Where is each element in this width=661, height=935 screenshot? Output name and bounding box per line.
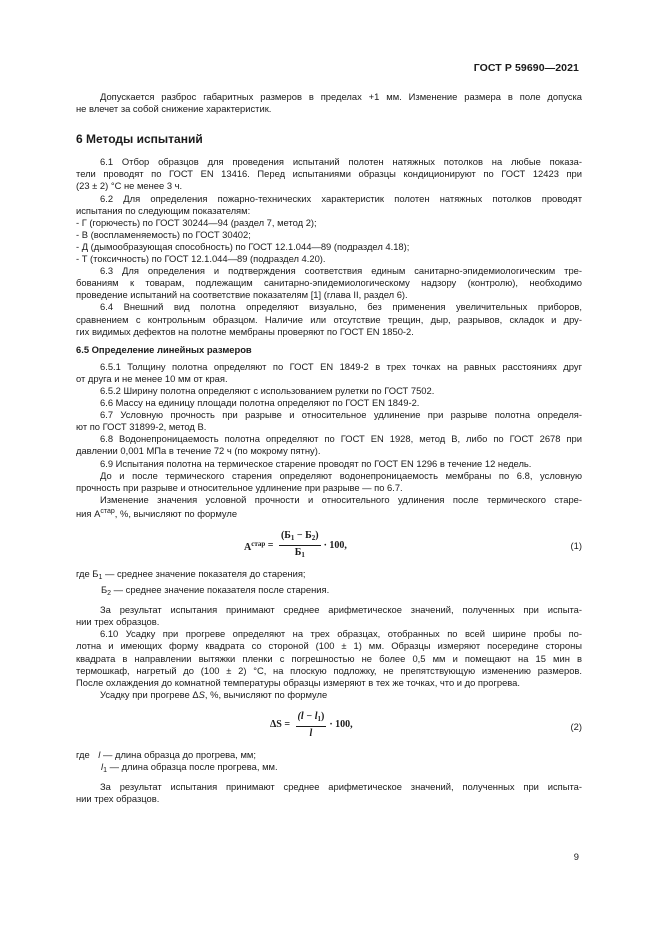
equals-sign: =	[281, 719, 293, 731]
section-6-5-title: 6.5 Определение линейных размеров	[76, 343, 252, 355]
text-line: проведение испытаний на соответствие показателям [1] (глава II, раздел 6).	[76, 289, 408, 301]
text-fragment: где	[76, 748, 93, 760]
intro-paragraph	[76, 91, 582, 115]
formula-1-number: (1)	[570, 540, 582, 551]
text-line: термошкаф, нагретый до (100 ± 2) °С, на плоскую подложку, не препятствующую изменению размеров.	[76, 664, 582, 676]
paragraph-6-9: 6.9 Испытания полотна на термическое старение проводят по ГОСТ EN 1296 в течение 12 недель.	[100, 457, 532, 469]
text-line: бованиям к товарам, подлежащим санитарно-эпидемиологическому надзору (контролю), необходимо	[76, 277, 582, 289]
symbol: l	[309, 728, 313, 740]
legend-line	[76, 749, 582, 761]
page-number: 9	[573, 851, 579, 862]
subscript: 1	[98, 574, 103, 581]
text-fragment: , %, вычисляют по формуле	[114, 507, 238, 519]
paragraph-6-10	[76, 628, 582, 701]
paragraph-6-5-1	[76, 361, 582, 385]
formula-tail: · 100,	[323, 539, 347, 551]
subscript: 1	[290, 534, 295, 542]
legend-line	[76, 761, 582, 777]
denominator	[310, 727, 313, 740]
symbol: (l − l	[297, 710, 318, 722]
text-fragment: — длина образца после прогрева, мм.	[107, 761, 278, 773]
text-line: лотна и имеющих форму квадрата со стороной (100 ± 1) мм. Образцы измеряют посередине стороны	[76, 640, 582, 652]
list-item: - Д (дымообразующая способность) по ГОСТ 12.1.044—89 (подраздел 4.18);	[76, 240, 410, 252]
text-line: 6.4 Внешний вид полотна определяют визуально, без применения увеличительных приборов,	[100, 301, 582, 313]
subscript: 1	[317, 714, 321, 723]
subscript: 1	[103, 767, 107, 775]
legend-line	[76, 568, 582, 584]
superscript: стар	[100, 507, 115, 515]
text-line: нии трех образцов.	[76, 616, 160, 628]
text-line: испытания по следующим показателям:	[76, 204, 251, 216]
page-content	[76, 91, 582, 805]
paragraph-6-2	[76, 193, 582, 266]
text-line: гих видимых дефектов на полотне мембраны проверяют по ГОСТ EN 1850-2.	[76, 325, 414, 337]
text-line: После охлаждения до комнатной температуры образцы измеряют в тех же точках, что и до прогрева.	[76, 676, 520, 688]
text-line: 6.10 Усадку при прогреве определяют на трех образцах, отобранных по всей ширине пробы по-	[100, 628, 582, 640]
symbol: − Б	[294, 530, 312, 541]
paragraph-6-6: 6.6 Массу на единицу площади полотна определяют по ГОСТ EN 1849-2.	[100, 397, 420, 409]
standard-header: ГОСТ Р 59690—2021	[473, 62, 579, 74]
formula-1-row	[76, 526, 582, 564]
formula-1	[244, 530, 347, 561]
fraction	[279, 530, 321, 561]
paragraph-6-9-formula-intro	[76, 494, 582, 520]
paragraph-6-1	[76, 156, 582, 192]
symbol: )	[315, 530, 319, 541]
text-line: от друга и не менее 10 мм от края.	[76, 372, 228, 384]
text-line: тели проводят по ГОСТ EN 13416. Перед испытаниями образцы кондиционируют по ГОСТ 12423 при	[76, 168, 582, 180]
text-line: 6.8 Водонепроницаемость полотна определяют по ГОСТ EN 1928, метод В, либо по ГОСТ 2678 при	[100, 433, 582, 445]
list-item: - Г (горючесть) по ГОСТ 30244—94 (раздел 7, метод 2);	[76, 216, 317, 228]
text-line: не влечет за собой снижение характеристик.	[76, 103, 272, 115]
text-line: Изменение значения условной прочности и относительного удлинения после термического старе-	[100, 493, 582, 505]
paragraph-6-8	[76, 433, 582, 457]
formula-2-number: (2)	[570, 720, 582, 732]
result-paragraph-1	[76, 604, 582, 628]
subscript: 1	[301, 551, 305, 560]
paragraph-6-5-2: 6.5.2 Ширину полотна определяют с использованием рулетки по ГОСТ 7502.	[100, 384, 435, 396]
text-line: За результат испытания принимают среднее арифметическое значений, полученных при испыта-	[100, 604, 582, 616]
symbol: Б	[294, 547, 302, 559]
superscript: стар	[251, 539, 266, 548]
numerator	[279, 530, 321, 546]
subscript: 2	[311, 534, 316, 542]
paragraph-6-3	[76, 265, 582, 301]
symbol: А	[244, 541, 252, 553]
formula-2-legend	[76, 749, 582, 777]
legend-line	[76, 584, 582, 600]
formula-tail: · 100,	[329, 719, 353, 731]
paragraph-6-7	[76, 409, 582, 433]
text-line: прочность при разрыве и относительное удлинение при разрыве — по 6.7.	[76, 481, 403, 493]
text-fragment: — среднее значение показателя до старения;	[102, 568, 306, 579]
text-fragment: — длина образца до прогрева, мм;	[100, 748, 256, 760]
formula-lhs	[244, 538, 265, 554]
italic-symbol: l	[98, 748, 101, 760]
text-line: (23 ± 2) °С не менее 3 ч.	[76, 180, 183, 192]
equals-sign: =	[265, 539, 276, 551]
text-line: Допускается разброс габаритных размеров в пределах +1 мм. Изменение размера в поле допуска	[100, 91, 582, 102]
text-line: 6.3 Для определения и подтверждения соответствия единым санитарно-эпидемиологическим тре-	[100, 265, 582, 277]
text-line: 6.7 Условную прочность при разрыве и относительное удлинение при разрыве полотна определя-	[100, 409, 582, 421]
text-fragment: ния А	[76, 507, 101, 519]
text-line: За результат испытания принимают среднее арифметическое значений, полученных при испыта-	[100, 781, 582, 793]
text-fragment: где Б	[76, 568, 99, 579]
text-fragment: — среднее значение показателя после старения.	[111, 584, 330, 596]
text-line: 6.5.1 Толщину полотна определяют по ГОСТ EN 1849-2 в трех точках на равных расстояниях друг	[100, 360, 582, 372]
text-line	[76, 506, 582, 520]
text-line: 6.2 Для определения пожарно-технических характеристик полотен натяжных потолков проводят	[100, 192, 582, 204]
italic-symbol: l	[101, 761, 104, 773]
formula-2-row	[76, 707, 582, 745]
text-line: сравнением с контрольным образцом. Наличие или отсутствие трещин, дыр, разрывов, складок и дру-	[76, 313, 582, 325]
subscript: 2	[107, 590, 112, 598]
text-line: ют по ГОСТ 31899-2, метод В.	[76, 421, 207, 433]
text-fragment: Усадку при прогреве Δ	[100, 688, 199, 700]
text-line: давлении 0,001 МПа в течение 72 ч (по мокрому пятну).	[76, 445, 321, 457]
paragraph-6-9-aging	[76, 470, 582, 494]
formula-2	[270, 711, 353, 740]
paragraph-6-4	[76, 301, 582, 337]
text-line	[76, 689, 582, 701]
text-fragment: Б	[101, 584, 108, 596]
text-line: квадрата в направлении вытяжки пленки с погрешностью не более 0,5 мм и помещают на 15 мин в	[76, 652, 582, 664]
text-line: нии трех образцов.	[76, 793, 160, 805]
formula-1-legend	[76, 568, 582, 600]
symbol: )	[321, 710, 325, 722]
result-paragraph-2	[76, 781, 582, 805]
list-item: - Т (токсичность) по ГОСТ 12.1.044—89 (подраздел 4.20).	[76, 253, 326, 265]
fraction	[296, 711, 327, 740]
text-line: До и после термического старения определяют водонепроницаемость мембраны по 6.8, условную	[100, 469, 582, 481]
list-item: - В (воспламеняемость) по ГОСТ 30402;	[76, 228, 251, 240]
italic-symbol: S	[198, 688, 205, 700]
symbol: (Б	[280, 530, 291, 541]
text-fragment: , %, вычисляют по формуле	[204, 688, 328, 700]
formula-lhs: ΔS	[270, 719, 282, 731]
numerator	[296, 711, 327, 727]
section-6-title: 6 Методы испытаний	[76, 132, 203, 147]
text-line: 6.1 Отбор образцов для проведения испытаний полотен натяжных потолков на любые показа-	[100, 156, 582, 168]
denominator	[295, 546, 305, 561]
